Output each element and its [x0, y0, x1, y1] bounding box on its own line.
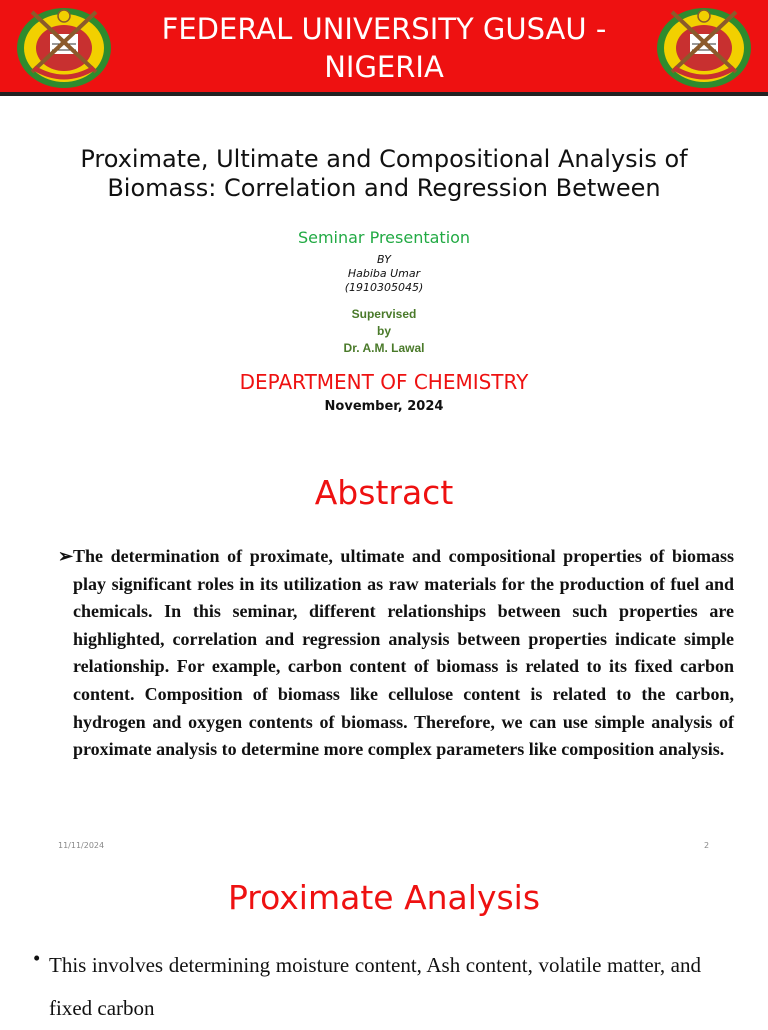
header-banner — [0, 0, 768, 96]
registration-number: (1910305045) — [344, 281, 424, 294]
presenter-name: Habiba Umar — [347, 267, 421, 280]
proximate-text: This involves determining moisture content, Ash content, volatile matter, and fixed carbon — [49, 953, 701, 1020]
supervised-label: Supervised — [351, 307, 417, 321]
slide-footer-date: 11/11/2024 — [58, 841, 105, 850]
proximate-heading: Proximate Analysis — [227, 878, 541, 917]
by-label: BY — [376, 253, 392, 266]
presentation-date: November, 2024 — [324, 399, 444, 414]
seminar-subtitle: Seminar Presentation — [297, 228, 471, 247]
abstract-text: The determination of proximate, ultimate and compositional properties of biomass play significant roles in its utilization as raw materials for the production of fuel and chemicals. In this seminar, different relationships between such properties are highlighted, correlation and regression analysis between properties indicate simple relationship. For example, carbon content of biomass is related to its fixed carbon content. Composition of biomass like cellulose content is related to the carbon, hydrogen and oxygen contents of biomass. Therefore, we can use simple analysis of proximate analysis to determine more complex parameters like composition analysis. — [73, 546, 734, 760]
supervisor-name: Dr. A.M. Lawal — [343, 341, 425, 355]
university-crest-logo — [14, 2, 114, 92]
university-title: FEDERAL UNIVERSITY GUSAU - NIGERIA — [161, 12, 607, 84]
slide-page-number: 2 — [704, 841, 710, 850]
supervised-by-label: by — [376, 324, 391, 338]
presentation-title: Proximate, Ultimate and Compositional Analysis of Biomass: Correlation and Regression Between — [80, 145, 688, 202]
arrow-bullet-icon: ➢ — [58, 546, 74, 566]
bullet-icon: • — [33, 946, 41, 970]
abstract-heading: Abstract — [314, 473, 454, 512]
university-crest-logo — [654, 2, 754, 92]
department-name: DEPARTMENT OF CHEMISTRY — [239, 370, 529, 394]
